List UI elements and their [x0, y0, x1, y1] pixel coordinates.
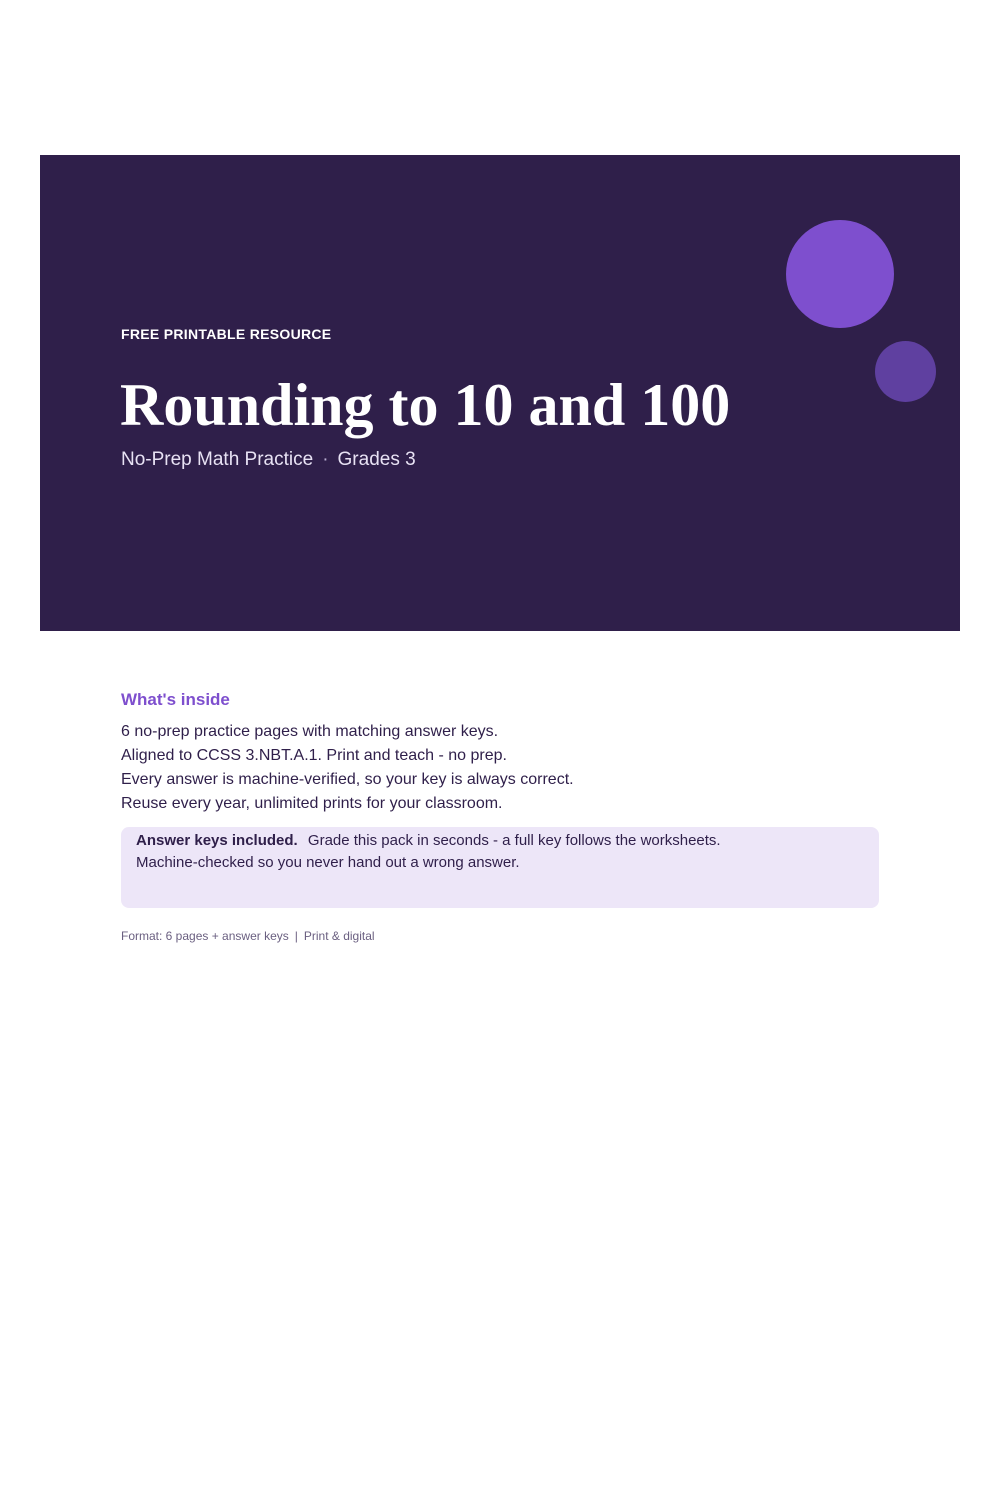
whats-inside-section [121, 688, 879, 816]
callout-heading: Answer keys included. [136, 832, 298, 849]
subtitle-series: No-Prep Math Practice [121, 449, 314, 470]
format-meta [121, 929, 375, 943]
feature-line: Reuse every year, unlimited prints for your classroom. [121, 795, 503, 812]
feature-line: 6 no-prep practice pages with matching answer keys. [121, 723, 499, 740]
subtitle [121, 449, 416, 471]
page-title: Rounding to 10 and 100 [120, 372, 731, 438]
subtitle-grade: Grades 3 [337, 449, 416, 470]
format-label: Format: 6 pages + answer keys [121, 929, 289, 943]
feature-line: Aligned to CCSS 3.NBT.A.1. Print and teach - no prep. [121, 747, 507, 764]
feature-line: Every answer is machine-verified, so your key is always correct. [121, 771, 574, 788]
delivery-label: Print & digital [303, 929, 375, 943]
callout-text-2: Machine-checked so you never hand out a wrong answer. [136, 854, 520, 871]
decorative-large-circle [786, 220, 894, 328]
section-heading: What's inside [121, 690, 230, 709]
hero-banner [40, 155, 960, 631]
meta-separator: | [294, 929, 298, 943]
answer-keys-callout [121, 827, 879, 908]
callout-text-1: Grade this pack in seconds - a full key follows the worksheets. [307, 832, 721, 849]
decorative-small-circle [875, 341, 936, 402]
feature-list [121, 720, 879, 816]
subtitle-separator: · [322, 449, 329, 470]
callout-line-1 [136, 830, 864, 852]
eyebrow-label: FREE PRINTABLE RESOURCE [121, 326, 332, 342]
